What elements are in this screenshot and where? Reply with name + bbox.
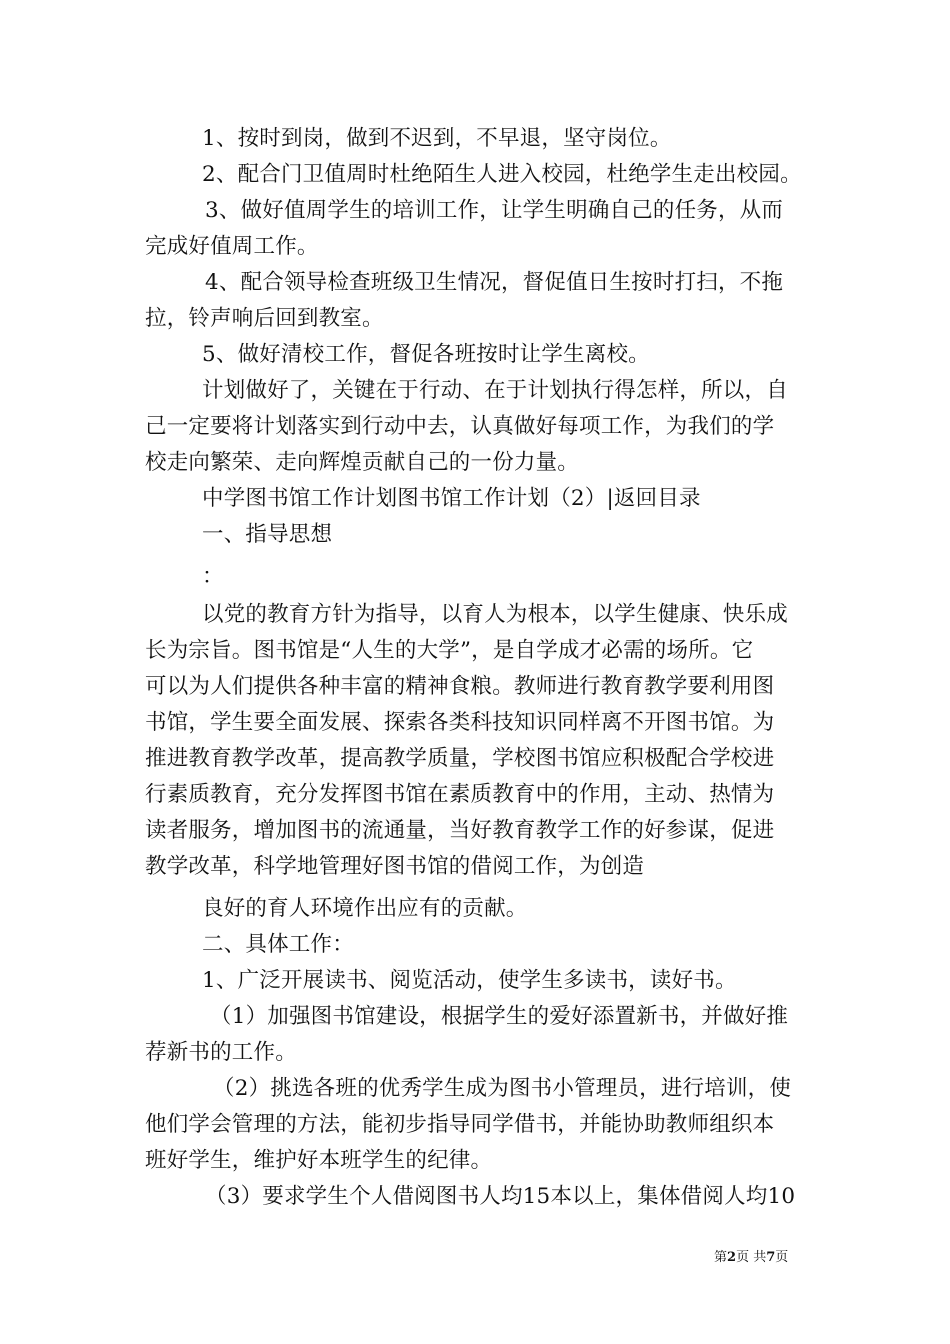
text-line: 己一定要将计划落实到行动中去，认真做好每项工作，为我们的学	[145, 414, 775, 439]
text-line: （2）挑选各班的优秀学生成为图书小管理员，进行培训，使	[213, 1076, 792, 1101]
section-heading: 一、指导思想	[202, 522, 333, 547]
text-line: 他们学会管理的方法，能初步指导同学借书，并能协助教师组织本	[145, 1112, 775, 1137]
text-line: 书馆，学生要全面发展、探索各类科技知识同样离不开图书馆。为	[145, 710, 775, 735]
text-line: 4、配合领导检查班级卫生情况，督促值日生按时打扫，不拖	[205, 270, 784, 295]
page-number-footer	[714, 1249, 788, 1267]
text-line: ：	[202, 564, 224, 589]
footer-suffix: 页	[775, 1250, 789, 1265]
text-line: 1、按时到岗，做到不迟到，不早退，坚守岗位。	[202, 126, 672, 151]
text-line: 班好学生，维护好本班学生的纪律。	[145, 1148, 493, 1173]
text-line: 3、做好值周学生的培训工作，让学生明确自己的任务，从而	[205, 198, 784, 223]
text-line: 长为宗旨。图书馆是“人生的大学”，是自学成才必需的场所。它	[145, 638, 754, 663]
text-line: 可以为人们提供各种丰富的精神食粮。教师进行教育教学要利用图	[145, 674, 775, 699]
section-heading: 二、具体工作：	[202, 932, 354, 957]
text-line: 教学改革，科学地管理好图书馆的借阅工作，为创造	[145, 854, 645, 879]
text-line: （1）加强图书馆建设，根据学生的爱好添置新书，并做好推	[210, 1004, 789, 1029]
text-line: 完成好值周工作。	[145, 234, 319, 259]
text-line: 2、配合门卫值周时杜绝陌生人进入校园，杜绝学生走出校园。	[202, 162, 802, 187]
footer-mid: 页 共	[736, 1250, 767, 1265]
text-line: 推进教育教学改革，提高教学质量，学校图书馆应积极配合学校进	[145, 746, 775, 771]
text-line: 良好的育人环境作出应有的贡献。	[202, 896, 528, 921]
text-line: 拉，铃声响后回到教室。	[145, 306, 384, 331]
text-line: 以党的教育方针为指导，以育人为根本，以学生健康、快乐成	[202, 602, 788, 627]
text-line: 1、广泛开展读书、阅览活动，使学生多读书，读好书。	[202, 968, 737, 993]
text-line: 荐新书的工作。	[145, 1040, 297, 1065]
section-link-line[interactable]: 中学图书馆工作计划图书馆工作计划（2）|返回目录	[202, 486, 701, 511]
total-page-number: 7	[766, 1250, 776, 1265]
text-line: 校走向繁荣、走向辉煌贡献自己的一份力量。	[145, 450, 580, 475]
text-line: 读者服务，增加图书的流通量，当好教育教学工作的好参谋，促进	[145, 818, 775, 843]
text-line: （3）要求学生个人借阅图书人均15本以上，集体借阅人均10	[205, 1184, 796, 1209]
current-page-number: 2	[727, 1250, 737, 1265]
text-line: 计划做好了，关键在于行动、在于计划执行得怎样，所以，自	[202, 378, 788, 403]
footer-prefix: 第	[714, 1250, 728, 1265]
text-line: 5、做好清校工作，督促各班按时让学生离校。	[202, 342, 650, 367]
text-line: 行素质教育，充分发挥图书馆在素质教育中的作用，主动、热情为	[145, 782, 775, 807]
